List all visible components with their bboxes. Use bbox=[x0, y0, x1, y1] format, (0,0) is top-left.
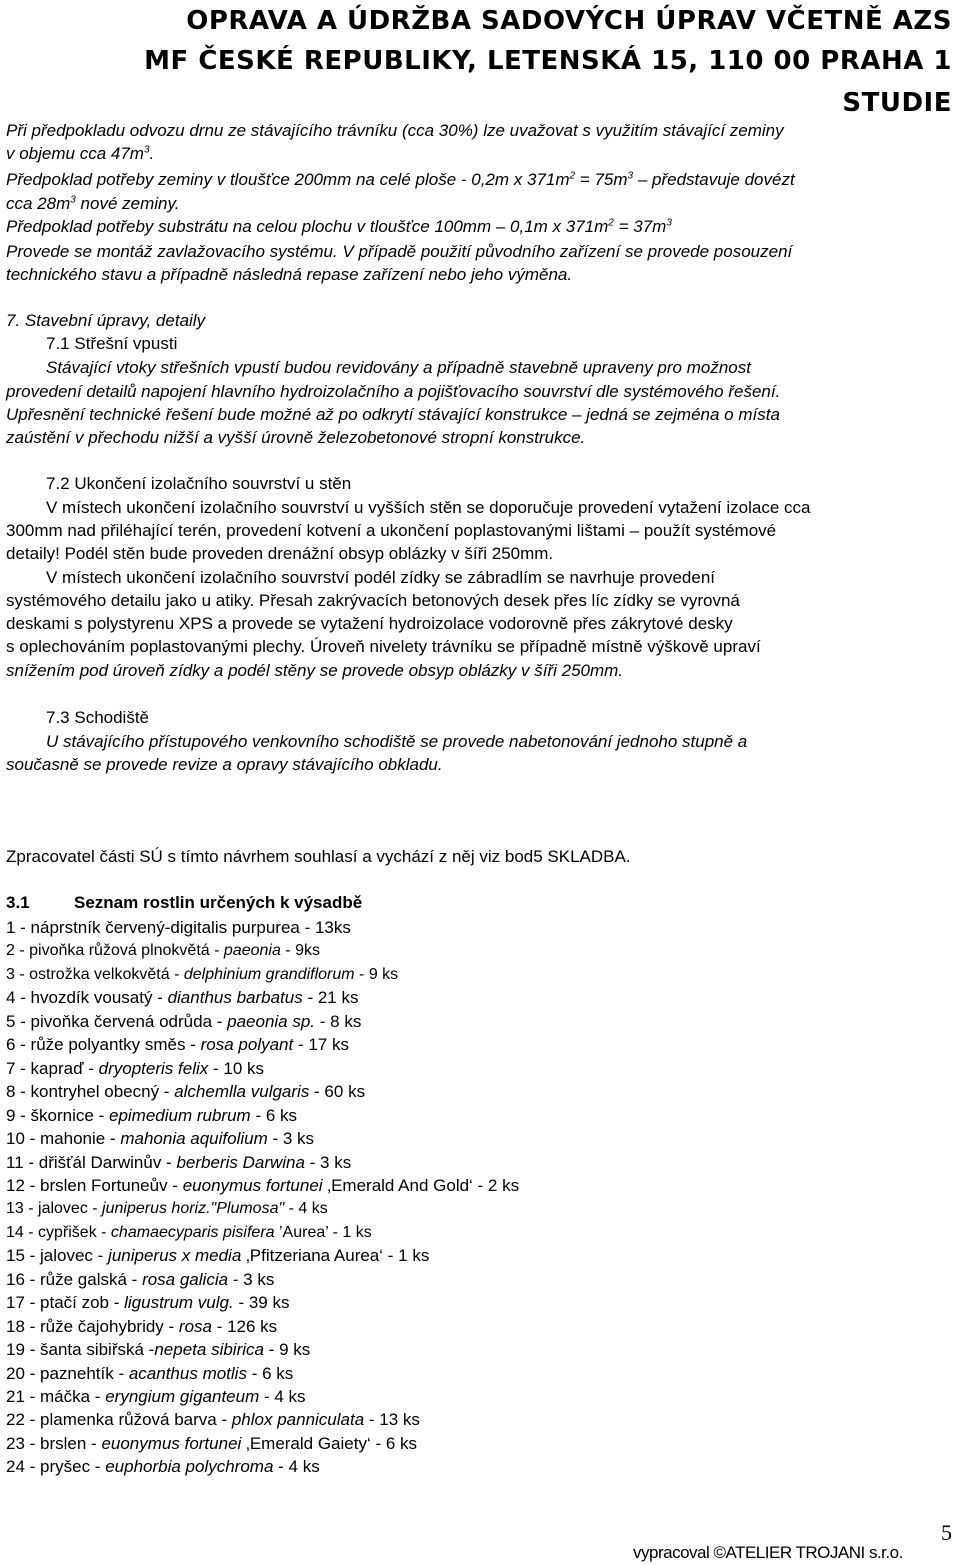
plant-latin-name: dryopteris felix bbox=[98, 1059, 209, 1078]
plant-common-name: 16 - růže galská - bbox=[6, 1270, 143, 1289]
plant-list-item bbox=[6, 1058, 264, 1080]
plant-latin-name: euonymus fortunei bbox=[101, 1434, 242, 1453]
body-line: deskami s polystyrenu XPS a provede se vytažení hydroizolace vodorovně přes zákrytové desky bbox=[6, 614, 733, 633]
document-title-line-1: OPRAVA A ÚDRŽBA SADOVÝCH ÚPRAV VČETNĚ AZS bbox=[186, 6, 952, 36]
subsection-heading: 7.2 Ukončení izolačního souvrství u stěn bbox=[46, 474, 352, 493]
plant-common-name: 6 - růže polyantky směs - bbox=[6, 1035, 201, 1054]
body-line: provedení detailů napojení hlavního hydroizolačního a pojišťovacího souvrství dle systémového řešení. bbox=[6, 382, 781, 401]
plant-common-name: 20 - paznehtík - bbox=[6, 1364, 129, 1383]
plant-latin-name: delphinium grandiflorum bbox=[183, 966, 355, 983]
plant-latin-name: alchemlla vulgaris bbox=[174, 1082, 310, 1101]
plant-list-item bbox=[6, 1175, 519, 1197]
plant-list-item bbox=[6, 1363, 293, 1385]
plant-latin-name: ligustrum vulg. bbox=[124, 1293, 234, 1312]
plants-heading bbox=[6, 893, 362, 913]
document-type: STUDIE bbox=[842, 88, 952, 118]
intro-line: v objemu cca $47m^3$. bbox=[6, 144, 155, 163]
plant-latin-name: phlox panniculata bbox=[231, 1410, 365, 1429]
plant-common-name: 15 - jalovec - bbox=[6, 1246, 109, 1265]
plant-list-item bbox=[6, 1034, 349, 1056]
plant-quantity: - 3 ks bbox=[267, 1129, 315, 1148]
plant-list-item bbox=[6, 1222, 372, 1244]
plant-list-item bbox=[6, 917, 351, 939]
body-line: detaily! Podél stěn bude proveden drenážní obsyp oblázky v šíři 250mm. bbox=[6, 544, 554, 563]
plant-quantity: - 4 ks bbox=[284, 1200, 328, 1217]
body-line: systémového detailu jako u atiky. Přesah zakrývacích betonových desek přes líc zídky se vyrovná bbox=[6, 591, 740, 610]
plant-latin-name: nepeta sibirica bbox=[154, 1340, 264, 1359]
plant-quantity: - 4 ks bbox=[273, 1457, 320, 1476]
plant-list-item bbox=[6, 987, 358, 1009]
plant-common-name: 19 - šanta sibiřská - bbox=[6, 1340, 155, 1359]
page-number: 5 bbox=[941, 1520, 952, 1545]
body-line: U stávajícího přístupového venkovního schodiště se provede nabetonování jednoho stupně a bbox=[46, 732, 748, 751]
plant-list-item bbox=[6, 1339, 310, 1361]
plant-list-item bbox=[6, 1198, 328, 1220]
plant-common-name: 18 - růže čajohybridy - bbox=[6, 1317, 179, 1336]
plant-list-item bbox=[6, 964, 398, 986]
plant-latin-name: euonymus fortunei bbox=[182, 1176, 323, 1195]
plant-common-name: 10 - mahonie - bbox=[6, 1129, 121, 1148]
plant-quantity: - 21 ks bbox=[302, 988, 359, 1007]
plant-latin-name: euphorbia polychroma bbox=[105, 1457, 274, 1476]
plant-list-item bbox=[6, 1292, 289, 1314]
plant-list-item bbox=[6, 1245, 429, 1267]
plant-common-name: 11 - dřišťál Darwinův - bbox=[6, 1153, 177, 1172]
intro-line: Předpoklad potřeby zeminy v tloušťce 200mm na celé ploše - 0,2m x $371m^2 = 75m^3$ – představuje dovézt bbox=[6, 170, 795, 189]
plant-list-item bbox=[6, 1316, 277, 1338]
plant-quantity: - 126 ks bbox=[211, 1317, 278, 1336]
plants-heading-number: 3.1 bbox=[6, 893, 30, 912]
plant-quantity: - 3 ks bbox=[228, 1270, 275, 1289]
plant-quantity: - 39 ks bbox=[233, 1293, 290, 1312]
plant-common-name: 8 - kontryhel obecný - bbox=[6, 1082, 175, 1101]
plant-latin-name: paeonia sp. bbox=[227, 1012, 316, 1031]
subsection-heading: 7.3 Schodiště bbox=[46, 708, 150, 727]
intro-line: Provede se montáž zavlažovacího systému. V případě použití původního zařízení se provede posouzení bbox=[6, 242, 793, 261]
footer-credit: vypracoval ©ATELIER TROJANI s.r.o. bbox=[633, 1543, 903, 1562]
plant-common-name: 12 - brslen Fortuneův - bbox=[6, 1176, 183, 1195]
plant-latin-name: rosa galicia bbox=[142, 1270, 229, 1289]
plant-latin-name: mahonia aquifolium bbox=[120, 1129, 268, 1148]
plant-list-item bbox=[6, 1128, 314, 1150]
body-line: 300mm nad přiléhající terén, provedení kotvení a ukončení poplastovanými lištami – použít systémové bbox=[6, 521, 777, 540]
document-title-line-2: MF ČESKÉ REPUBLIKY, LETENSKÁ 15, 110 00 PRAHA 1 bbox=[144, 46, 952, 76]
plant-quantity: ’Aurea’ - 1 ks bbox=[274, 1224, 372, 1241]
body-line: snížením pod úroveň zídky a podél stěny se provede obsyp oblázky v šíři 250mm. bbox=[6, 661, 624, 680]
plant-common-name: 5 - pivoňka červená odrůda - bbox=[6, 1012, 228, 1031]
intro-line: Předpoklad potřeby substrátu na celou plochu v tloušťce 100mm – 0,1m x $371m^2 = 37m^3$ bbox=[6, 217, 672, 236]
plant-latin-name: eryngium giganteum bbox=[105, 1387, 260, 1406]
plant-list-item bbox=[6, 1011, 361, 1033]
intro-line: cca $28m^3$ nové zeminy. bbox=[6, 194, 180, 213]
plant-common-name: 4 - hvozdík vousatý - bbox=[6, 988, 168, 1007]
intro-line: technického stavu a případně následná repase zařízení nebo jeho výměna. bbox=[6, 265, 573, 284]
plant-list-item bbox=[6, 1433, 417, 1455]
plant-common-name: 9 - škornice - bbox=[6, 1106, 109, 1125]
plant-quantity: ‚Emerald And Gold‘ - 2 ks bbox=[322, 1176, 520, 1195]
plant-quantity: - 6 ks bbox=[246, 1364, 294, 1383]
subsection-heading: 7.1 Střešní vpusti bbox=[46, 334, 178, 353]
body-line: s oplechováním poplastovanými plechy. Úroveň nivelety trávníku se případně místně výškově upraví bbox=[6, 637, 761, 656]
plant-list-item bbox=[6, 1409, 420, 1431]
plant-common-name: 7 - kapraď - bbox=[6, 1059, 99, 1078]
plant-quantity: - 9ks bbox=[280, 942, 320, 959]
plant-list-item bbox=[6, 1081, 365, 1103]
intro-line: Při předpokladu odvozu drnu ze stávajícího trávníku (cca 30%) lze uvažovat s využitím stávající zeminy bbox=[6, 121, 784, 140]
plant-quantity: - 6 ks bbox=[250, 1106, 298, 1125]
body-line: V místech ukončení izolačního souvrství podél zídky se zábradlím se navrhuje provedení bbox=[46, 568, 716, 587]
body-line: V místech ukončení izolačního souvrství u vyšších stěn se doporučuje provedení vytažení izolace cca bbox=[46, 498, 811, 517]
plant-latin-name: acanthus motlis bbox=[128, 1364, 247, 1383]
plant-list-item bbox=[6, 940, 320, 962]
plant-latin-name: rosa polyant bbox=[200, 1035, 294, 1054]
plant-list-item bbox=[6, 1152, 351, 1174]
body-line: Stávající vtoky střešních vpustí budou revidovány a případně stavebně upraveny pro možnost bbox=[46, 358, 751, 377]
plant-quantity: - 8 ks bbox=[315, 1012, 362, 1031]
plant-list-item bbox=[6, 1269, 274, 1291]
plant-quantity: - 3 ks bbox=[304, 1153, 352, 1172]
plant-quantity: - 9 ks bbox=[354, 966, 399, 983]
plant-quantity: - 17 ks bbox=[293, 1035, 349, 1054]
plant-list-item bbox=[6, 1386, 306, 1408]
approval-note: Zpracovatel části SÚ s tímto návrhem souhlasí a vychází z něj viz bod5 SKLADBA. bbox=[6, 847, 631, 866]
plant-common-name: 3 - ostrožka velkokvětá - bbox=[6, 966, 184, 983]
plant-common-name: 24 - pryšec - bbox=[6, 1457, 106, 1476]
plant-common-name: 14 - cypřišek - bbox=[6, 1224, 111, 1241]
plant-common-name: 17 - ptačí zob - bbox=[6, 1293, 125, 1312]
plants-heading-title: Seznam rostlin určených k výsadbě bbox=[74, 893, 363, 912]
plant-list-item bbox=[6, 1456, 320, 1478]
plant-common-name: 23 - brslen - bbox=[6, 1434, 102, 1453]
plant-latin-name: paeonia bbox=[223, 942, 281, 959]
body-line: současně se provede revize a opravy stávajícího obkladu. bbox=[6, 755, 443, 774]
body-line: Upřesnění technické řešení bude možné až po odkrytí stávající konstrukce – jedná se zejména o místa bbox=[6, 405, 780, 424]
plant-common-name: 2 - pivoňka růžová plnokvětá - bbox=[6, 942, 224, 959]
plant-quantity: - 60 ks bbox=[309, 1082, 366, 1101]
plant-common-name: 21 - máčka - bbox=[6, 1387, 106, 1406]
plant-common-name: 1 - náprstník červený-digitalis purpurea - 13ks bbox=[6, 918, 351, 937]
plant-quantity: - 4 ks bbox=[259, 1387, 306, 1406]
plant-latin-name: rosa bbox=[178, 1317, 212, 1336]
plant-quantity: - 13 ks bbox=[364, 1410, 420, 1429]
plant-common-name: 13 - jalovec - bbox=[6, 1200, 103, 1217]
plant-quantity: ‚Pfitzeriana Aurea‘ - 1 ks bbox=[241, 1246, 430, 1265]
plant-quantity: - 9 ks bbox=[263, 1340, 311, 1359]
section-heading: 7. Stavební úpravy, detaily bbox=[6, 311, 206, 330]
plant-list-item bbox=[6, 1105, 297, 1127]
plant-common-name: 22 - plamenka růžová barva - bbox=[6, 1410, 232, 1429]
plant-latin-name: chamaecyparis pisifera bbox=[110, 1224, 275, 1241]
plant-latin-name: juniperus x media bbox=[108, 1246, 242, 1265]
plant-latin-name: berberis Darwina bbox=[176, 1153, 305, 1172]
plant-quantity: - 10 ks bbox=[208, 1059, 265, 1078]
plant-quantity: ‚Emerald Gaiety‘ - 6 ks bbox=[241, 1434, 418, 1453]
body-line: zaústění v přechodu nižší a vyšší úrovně železobetonové stropní konstrukce. bbox=[6, 428, 586, 447]
plant-latin-name: dianthus barbatus bbox=[167, 988, 303, 1007]
plant-latin-name: juniperus horiz."Plumosa" bbox=[102, 1200, 285, 1217]
plant-latin-name: epimedium rubrum bbox=[108, 1106, 251, 1125]
